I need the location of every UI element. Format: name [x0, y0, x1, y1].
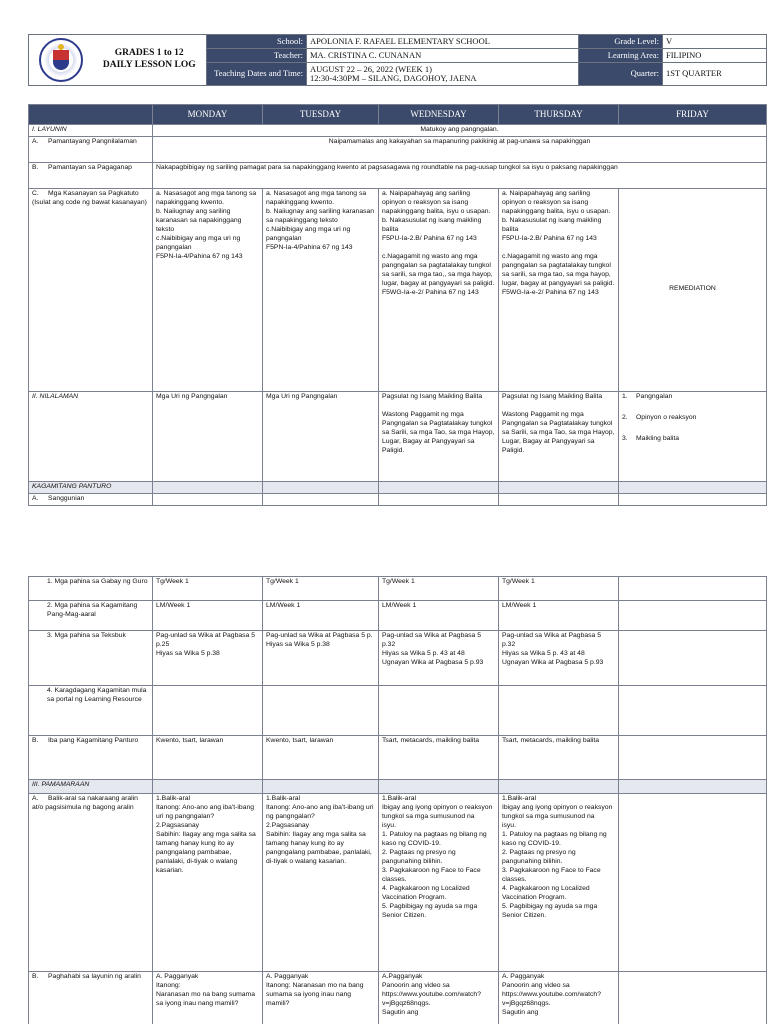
gabay-guro-thursday: Tg/Week 1: [499, 577, 619, 601]
kagamitan-cell: [153, 481, 263, 493]
iba-pang-kagamitan-row: [29, 736, 767, 780]
row-letter: C.: [32, 189, 39, 197]
balik-aral-wednesday: 1.Balik-aral Ibigay ang iyong opinyon o reaksyon tungkol sa mga sumusunod na isyu. 1. Patuloy na pagtaas ng bilang ng kaso ng COVID-19. 2. Pagtaas ng presyo ng pangunahing bilihin. 3. Pagkakaroon ng Face to Face classes. 4. Pagkakaroon ng Localized Vaccination Program. 5. Pagbibigay ng ayuda sa mga Senior Citizen.: [379, 794, 499, 972]
row-letter: A.: [32, 137, 39, 145]
day-thursday: THURSDAY: [499, 105, 619, 125]
sanggunian-cell: [153, 493, 263, 505]
teacher-label: Teacher:: [207, 48, 307, 62]
karagdagang-kagamitan-label: 4. Karagdagang Kagamitan mula sa portal ng Learning Resource: [29, 686, 153, 736]
pamamaraan-cell: [379, 780, 499, 794]
teksbuk-label: 3. Mga pahina sa Teksbuk: [29, 631, 153, 686]
day-friday: FRIDAY: [619, 105, 767, 125]
sanggunian-cell: [619, 493, 767, 505]
iba-pang-kagamitan-tuesday: Kwento, tsart, larawan: [263, 736, 379, 780]
kagamitan-row: [29, 481, 767, 493]
kagamitang-mag-aaral-thursday: LM/Week 1: [499, 601, 619, 631]
grade-value: V: [663, 35, 767, 49]
row-label: Sanggunian: [48, 494, 85, 502]
pamamaraan-cell: [263, 780, 379, 794]
balik-aral-label: [29, 794, 153, 972]
teacher-value: MA. CRISTINA C. CUNANAN: [307, 48, 579, 62]
dates-label: Teaching Dates and Time:: [207, 62, 307, 85]
row-label: Paghahabi sa layunin ng aralin: [48, 973, 141, 980]
row-label: Balik-aral sa nakaraang aralin at/o pagsisimula ng bagong aralin: [32, 795, 138, 811]
paghahabi-row: [29, 972, 767, 1024]
sanggunian-cell: [263, 493, 379, 505]
list-text: Opinyon o reaksyon: [636, 413, 697, 421]
corner-cell: [29, 105, 153, 125]
kagamitang-mag-aaral-friday: [619, 601, 767, 631]
nilalaman-friday: [619, 391, 767, 481]
pamantayan-pagaganap-row: [29, 162, 767, 188]
row-letter: B.: [32, 973, 39, 980]
paghahabi-thursday: A. Pagganyak Panoorin ang video sa https://www.youtube.com/watch?v=jBgqz68nqgs. Sagutin ang: [499, 972, 619, 1024]
paghahabi-monday: A. Pagganyak Itanong: Naranasan mo na bang sumama sa iyong inau nang mamili?: [153, 972, 263, 1024]
iba-pang-kagamitan-wednesday: Tsart, metacards, maikling balita: [379, 736, 499, 780]
kagamitang-mag-aaral-label: 2. Mga pahina sa Kagamitang Pang-Mag-aaral: [29, 601, 153, 631]
nilalaman-tuesday: Mga Uri ng Pangngalan: [263, 391, 379, 481]
sanggunian-cell: [499, 493, 619, 505]
karagdagang-kagamitan-cell: [263, 686, 379, 736]
row-label: Iba pang Kagamitang Panturo: [48, 737, 139, 744]
row-letter: B.: [32, 737, 39, 744]
paghahabi-label: [29, 972, 153, 1024]
kagamitan-label: KAGAMITANG PANTURO: [29, 481, 153, 493]
pamamaraan-label: III. PAMAMARAAN: [29, 780, 153, 794]
karagdagang-kagamitan-cell: [379, 686, 499, 736]
kasanayan-row: [29, 188, 767, 391]
sanggunian-label: [29, 493, 153, 505]
kasanayan-thursday: a. Naipapahayag ang sariling opinyon o reaksyon sa isang napakinggang balita, isyu o usapan. b. Nakasusulat ng isang maikling balita F5PU-Ia-2.B/ Pahina 67 ng 143 c.Nagagamit ng wasto ang mga pangngalan sa pagtatalakay tungkol sa sarili, sa mga tao, sa mga hayop, lugar, bagay at pangyayari sa paligid. F5WG-Ia-e-2/ Pahina 67 ng 143: [499, 188, 619, 391]
nilalaman-wednesday: Pagsulat ng Isang Maikling Balita Wastong Paggamit ng mga Pangngalan sa Pagtatalakay tungkol sa Sarili, sa mga Tao, sa mga Hayop, Lugar, Bagay at Pangyayari sa Paligid.: [379, 391, 499, 481]
karagdagang-kagamitan-row: [29, 686, 767, 736]
pamantayan-pagaganap-label: [29, 162, 153, 188]
row-letter: B.: [32, 163, 39, 171]
nilalaman-row: [29, 391, 767, 481]
pamamaraan-cell: [499, 780, 619, 794]
row-label: Mga Kasanayan sa Pagkatuto (Isulat ang code ng bawat kasanayan): [32, 189, 147, 206]
pamantayan-pagaganap-value: Nakapagbibigay ng sariling pamagat para sa napakinggang kwento at pagsasagawa ng roundtable na pag-uusap tungkol sa isyu o paksang napakinggan: [153, 162, 767, 188]
quarter-label: Quarter:: [579, 62, 663, 85]
day-monday: MONDAY: [153, 105, 263, 125]
pamamaraan-cell: [153, 780, 263, 794]
pamamaraan-row: [29, 780, 767, 794]
balik-aral-row: [29, 794, 767, 972]
paghahabi-wednesday: A.Pagganyak Panoorin ang video sa https://www.youtube.com/watch?v=jBgqz68nqgs. Sagutin ang: [379, 972, 499, 1024]
iba-pang-kagamitan-label: [29, 736, 153, 780]
list-number: 2.: [622, 413, 628, 421]
row-label: Pamantayang Pangnilalaman: [48, 137, 137, 145]
balik-aral-friday: [619, 794, 767, 972]
kagamitan-cell: [379, 481, 499, 493]
area-value: FILIPINO: [663, 48, 767, 62]
list-number: 1.: [622, 392, 628, 400]
layunin-row: [29, 125, 767, 137]
gabay-guro-monday: Tg/Week 1: [153, 577, 263, 601]
nilalaman-monday: Mga Uri ng Pangngalan: [153, 391, 263, 481]
lesson-table-2: [28, 576, 767, 1024]
quarter-value: 1ST QUARTER: [663, 62, 767, 85]
deped-seal-icon: [39, 38, 83, 82]
page-title: GRADES 1 to 12 DAILY LESSON LOG: [93, 35, 207, 86]
paghahabi-friday: [619, 972, 767, 1024]
school-value: APOLONIA F. RAFAEL ELEMENTARY SCHOOL: [307, 35, 579, 49]
teksbuk-thursday: Pag-unlad sa Wika at Pagbasa 5 p.32 Hiyas sa Wika 5 p. 43 at 48 Ugnayan Wika at Pagbasa 5 p.93: [499, 631, 619, 686]
kagamitan-cell: [619, 481, 767, 493]
school-label: School:: [207, 35, 307, 49]
pamantayang-pangnilalaman-row: [29, 136, 767, 162]
dates-value: AUGUST 22 – 26, 2022 (WEEK 1) 12:30-4:30PM – SILANG, DAGOHOY, JAENA: [307, 62, 579, 85]
logo-cell: [29, 35, 93, 86]
teksbuk-row: [29, 631, 767, 686]
balik-aral-tuesday: 1.Balik-aral Itanong: Ano-ano ang iba't-ibang uri ng pangngalan? 2.Pagsasanay Sabihin: Ilagay ang mga salita sa tamang hanay kung ito ay pangngalang pambabae, panlalaki, di-tiyak o walang kasarian.: [263, 794, 379, 972]
friday-topic-list: [622, 393, 763, 444]
karagdagang-kagamitan-cell: [153, 686, 263, 736]
area-label: Learning Area:: [579, 48, 663, 62]
layunin-value: Matukoy ang pangngalan.: [153, 125, 767, 137]
teksbuk-tuesday: Pag-unlad sa Wika at Pagbasa 5 p. Hiyas sa Wika 5 p.38: [263, 631, 379, 686]
balik-aral-thursday: 1.Balik-aral Ibigay ang iyong opinyon o reaksyon tungkol sa mga sumusunod na isyu. 1. Patuloy na pagtaas ng bilang ng kaso ng COVID-19. 2. Pagtaas ng presyo ng pangunahing bilihin. 3. Pagkakaroon ng Face to Face classes. 4. Pagkakaroon ng Localized Vaccination Program. 5. Pagbibigay ng ayuda sa mga Senior Citizen.: [499, 794, 619, 972]
day-wednesday: WEDNESDAY: [379, 105, 499, 125]
kasanayan-tuesday: a. Nasasagot ang mga tanong sa napakinggang kwento. b. Naiiugnay ang sariling karanasan sa napakinggang teksto c.Naibibigay ang mga uri ng pangngalan F5PN-Ia-4/Pahina 67 ng 143: [263, 188, 379, 391]
row-letter: A.: [32, 494, 39, 502]
teksbuk-wednesday: Pag-unlad sa Wika at Pagbasa 5 p.32 Hiyas sa Wika 5 p. 43 at 48 Ugnayan Wika at Pagbasa 5 p.93: [379, 631, 499, 686]
kagamitang-mag-aaral-tuesday: LM/Week 1: [263, 601, 379, 631]
pamamaraan-cell: [619, 780, 767, 794]
grade-label: Grade Level:: [579, 35, 663, 49]
day-tuesday: TUESDAY: [263, 105, 379, 125]
iba-pang-kagamitan-monday: Kwento, tsart, larawan: [153, 736, 263, 780]
nilalaman-label: II. NILALAMAN: [29, 391, 153, 481]
kagamitan-cell: [499, 481, 619, 493]
iba-pang-kagamitan-thursday: Tsart, metacards, maikling balita: [499, 736, 619, 780]
sanggunian-cell: [379, 493, 499, 505]
gabay-guro-label: 1. Mga pahina sa Gabay ng Guro: [29, 577, 153, 601]
row-letter: A.: [32, 795, 39, 802]
kagamitang-mag-aaral-row: [29, 601, 767, 631]
pamantayang-pangnilalaman-label: [29, 136, 153, 162]
balik-aral-monday: 1.Balik-aral Itanong: Ano-ano ang iba't-ibang uri ng pangngalan? 2.Pagsasanay Sabihin: Ilagay ang mga salita sa tamang hanay kung ito ay pangngalang pambabae, panlalaki, di-tiyak o walang kasarian.: [153, 794, 263, 972]
teksbuk-friday: [619, 631, 767, 686]
paghahabi-tuesday: A. Pagganyak Itanong: Naranasan mo na bang sumama sa iyong inau nang mamili?: [263, 972, 379, 1024]
pamantayang-pangnilalaman-value: Naipamamalas ang kakayahan sa mapanuring pakikinig at pag-unawa sa napakinggan: [153, 136, 767, 162]
list-item: [622, 414, 763, 423]
list-text: Maikling balita: [636, 434, 680, 442]
kasanayan-friday: REMEDIATION: [619, 188, 767, 391]
lesson-table-1: [28, 104, 767, 506]
gabay-guro-tuesday: Tg/Week 1: [263, 577, 379, 601]
layunin-label: I. LAYUNIN: [29, 125, 153, 137]
kagamitan-cell: [263, 481, 379, 493]
list-text: Pangngalan: [636, 392, 673, 400]
teksbuk-monday: Pag-unlad sa Wika at Pagbasa 5 p.25 Hiyas sa Wika 5 p.38: [153, 631, 263, 686]
row-label: Pamantayan sa Pagaganap: [48, 163, 132, 171]
kasanayan-wednesday: a. Naipapahayag ang sariling opinyon o reaksyon sa isang napakinggang balita, isyu o usapan. b. Nakasusulat ng isang maikling balita F5PU-Ia-2.B/ Pahina 67 ng 143 c.Nagagamit ng wasto ang mga pangngalan sa pagtatalakay tungkol sa sarili, sa mga tao,, sa mga hayop, lugar, bagay at pangyayari sa paligid. F5WG-Ia-e-2/ Pahina 67 ng 143: [379, 188, 499, 391]
gabay-guro-friday: [619, 577, 767, 601]
list-item: [622, 393, 763, 402]
kagamitang-mag-aaral-wednesday: LM/Week 1: [379, 601, 499, 631]
gabay-guro-wednesday: Tg/Week 1: [379, 577, 499, 601]
sanggunian-row: [29, 493, 767, 505]
karagdagang-kagamitan-cell: [499, 686, 619, 736]
kasanayan-monday: a. Nasasagot ang mga tanong sa napakinggang kwento. b. Naiiugnay ang sariling karanasan sa napakinggang teksto c.Naibibigay ang mga uri ng pangngalan F5PN-Ia-4/Pahina 67 ng 143: [153, 188, 263, 391]
kagamitang-mag-aaral-monday: LM/Week 1: [153, 601, 263, 631]
day-header-row: [29, 105, 767, 125]
header-table: [28, 34, 767, 86]
iba-pang-kagamitan-friday: [619, 736, 767, 780]
list-number: 3.: [622, 434, 628, 442]
kasanayan-label: [29, 188, 153, 391]
list-item: [622, 435, 763, 444]
nilalaman-thursday: Pagsulat ng Isang Maikling Balita Wastong Paggamit ng mga Pangngalan sa Pagtatalakay tungkol sa Sarili, sa mga Tao, sa mga Hayop, Lugar, Bagay at Pangyayari sa Paligid.: [499, 391, 619, 481]
karagdagang-kagamitan-cell: [619, 686, 767, 736]
gabay-guro-row: [29, 577, 767, 601]
